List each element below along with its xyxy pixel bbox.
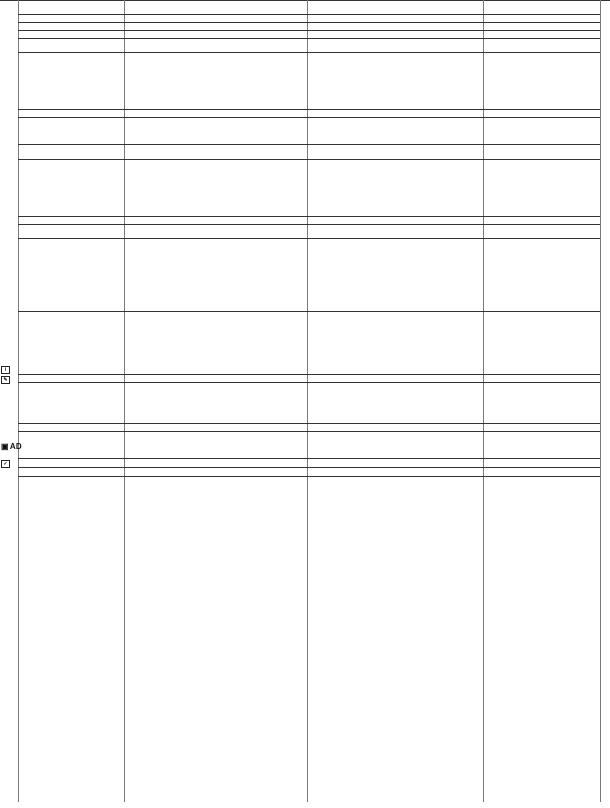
diagnosis-connector-glyph: ▣	[1, 441, 9, 451]
table-row	[18, 225, 600, 239]
table-row	[18, 23, 600, 31]
info-icon: i	[1, 366, 10, 374]
table-row	[18, 468, 600, 477]
table-row	[18, 160, 600, 217]
table-row	[18, 239, 600, 312]
table-row	[1, 432, 600, 459]
star-diagnosis-label: AD	[9, 441, 23, 451]
column-divider-right	[600, 0, 601, 802]
table-row	[18, 424, 600, 432]
checking-icon: ✓	[1, 460, 10, 468]
clean-icon: ✎	[1, 376, 10, 384]
table-row	[18, 53, 600, 110]
table-row	[18, 145, 600, 160]
table-row	[4, 312, 600, 375]
table-row	[18, 39, 600, 53]
section-heading-row	[3, 375, 600, 383]
table-row	[18, 383, 600, 424]
star-diagnosis-icon	[1, 442, 22, 451]
table-row	[18, 1, 600, 15]
section-heading-row	[3, 459, 600, 468]
table-row	[18, 217, 600, 225]
table-row	[18, 118, 600, 145]
table-row	[18, 31, 600, 39]
table-row	[18, 110, 600, 118]
table-row	[18, 15, 600, 23]
